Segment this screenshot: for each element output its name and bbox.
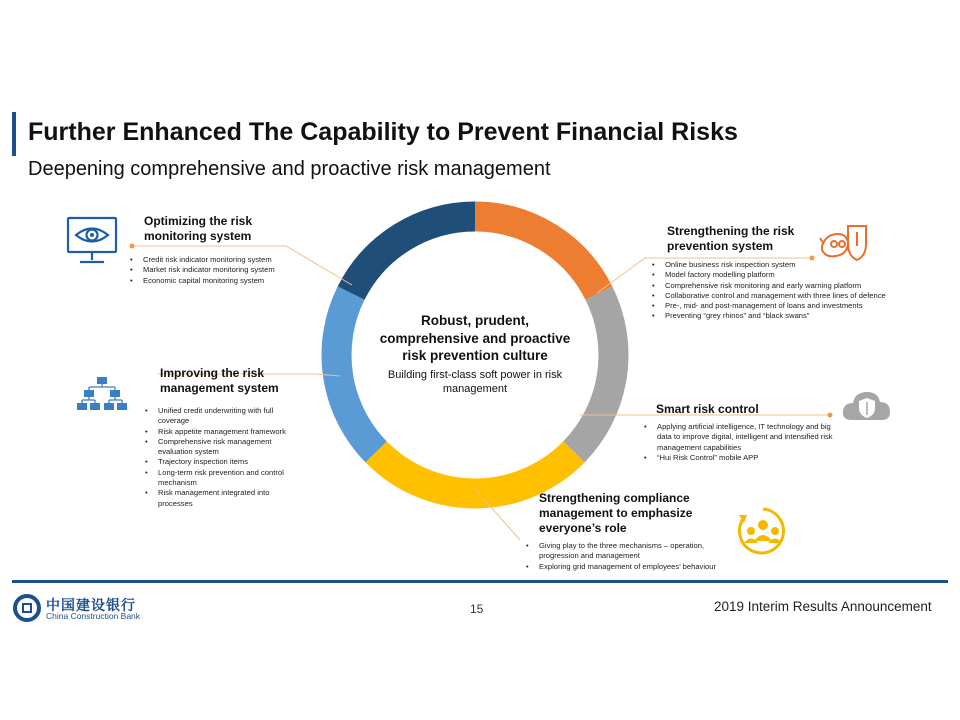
footer-divider (12, 580, 948, 583)
monitor-eye-icon (66, 216, 118, 266)
ccb-logo-icon (13, 594, 41, 622)
bullets-monitoring (129, 255, 309, 286)
bullet-item: • Pre-, mid- and post-management of loans and investments (651, 301, 911, 311)
center-title: Robust, prudent, comprehensive and proactive risk prevention culture (379, 313, 571, 363)
bullets-prevention (651, 260, 911, 322)
ring-segment-darkblue (351, 217, 475, 294)
bullet-item: • Risk management integrated into processes (144, 488, 304, 509)
hierarchy-icon (77, 377, 127, 411)
cloud-shield-icon (842, 388, 892, 424)
bullet-item: • Exploring grid management of employees’ behaviour (525, 562, 725, 572)
section-title-smart: Smart risk control (656, 402, 759, 416)
section-title-compliance: Strengthening compliance management to emphasize everyone’s role (539, 491, 693, 535)
bullets-smart (643, 422, 833, 463)
logo-english-text: China Construction Bank (46, 611, 141, 621)
bullet-item: • Comprehensive risk management evaluation system (144, 437, 304, 458)
logo-chinese-text: 中国建设银行 (46, 597, 136, 613)
people-circle-icon (735, 505, 791, 557)
rhino-swan-icon (818, 222, 870, 264)
bullet-item: • “Hui Risk Control” mobile APP (643, 453, 833, 463)
page-number: 15 (470, 602, 484, 616)
ring-segment-orange (475, 217, 599, 294)
bullet-item: • Economic capital monitoring system (129, 276, 309, 286)
section-title-prevention: Strengthening the risk prevention system (667, 224, 795, 253)
bullet-item: • Model factory modelling platform (651, 270, 911, 280)
connector-dot-monitoring (130, 244, 135, 249)
bullets-compliance (525, 541, 725, 572)
bullet-item: • Giving play to the three mechanisms – operation, progression and management (525, 541, 725, 562)
page-title: Further Enhanced The Capability to Prevent Financial Risks (28, 118, 738, 146)
section-title-monitoring: Optimizing the risk monitoring system (144, 214, 253, 243)
bullets-management (144, 406, 304, 509)
bullet-item: • Unified credit underwriting with full coverage (144, 406, 304, 427)
bullet-item: • Market risk indicator monitoring system (129, 265, 309, 275)
ring-segment-gold (376, 452, 574, 494)
bullet-item: • Online business risk inspection system (651, 260, 911, 270)
bullet-item: • Long-term risk prevention and control mechanism (144, 468, 304, 489)
page-subtitle: Deepening comprehensive and proactive risk management (28, 158, 551, 180)
footer-announcement: 2019 Interim Results Announcement (714, 599, 932, 614)
bullet-item: • Applying artificial intelligence, IT technology and big data to improve digital, intelligent and intensified risk management capabilities (643, 422, 833, 453)
bullet-item: • Trajectory inspection items (144, 457, 304, 467)
center-subtitle: Building first-class soft power in risk management (387, 369, 563, 395)
connector-dot-smart (828, 413, 833, 418)
bullet-item: • Collaborative control and management with three lines of defence (651, 291, 911, 301)
bullet-item: • Risk appetite management framework (144, 427, 304, 437)
bullet-item: • Comprehensive risk monitoring and early warning platform (651, 281, 911, 291)
bullet-item: • Preventing “grey rhinos” and “black swans” (651, 311, 911, 321)
bullet-item: • Credit risk indicator monitoring system (129, 255, 309, 265)
section-title-management: Improving the risk management system (160, 366, 279, 395)
